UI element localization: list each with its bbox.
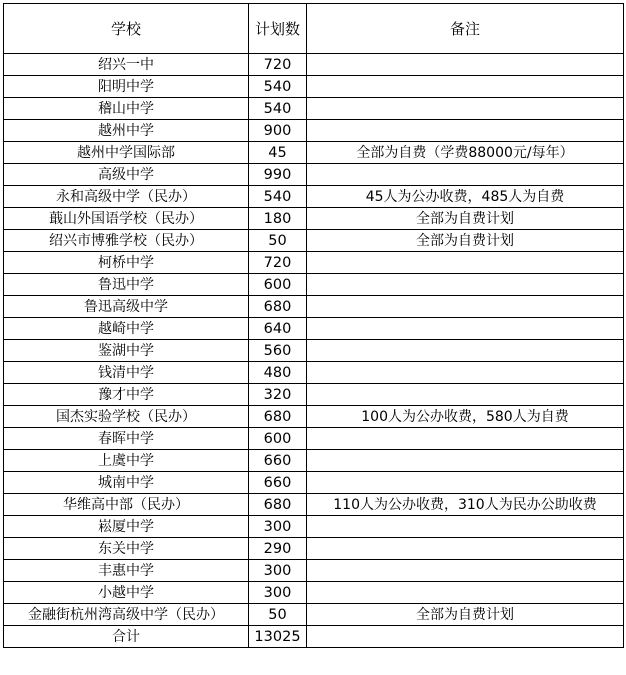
school-cell: 上虞中学 — [4, 450, 249, 472]
note-cell: 全部为自费（学费88000元/每年） — [307, 142, 624, 164]
plan-count-cell: 300 — [249, 516, 307, 538]
table-row — [4, 362, 624, 384]
note-cell: 110人为公办收费，310人为民办公助收费 — [307, 494, 624, 516]
total-note — [307, 626, 624, 648]
school-cell: 稽山中学 — [4, 98, 249, 120]
plan-count-cell: 300 — [249, 582, 307, 604]
school-cell: 鲁迅高级中学 — [4, 296, 249, 318]
table-row — [4, 142, 624, 164]
note-cell — [307, 362, 624, 384]
table-row — [4, 494, 624, 516]
plan-count-cell: 540 — [249, 186, 307, 208]
note-cell — [307, 472, 624, 494]
plan-count-cell: 660 — [249, 472, 307, 494]
school-cell: 东关中学 — [4, 538, 249, 560]
total-plan-count: 13025 — [249, 626, 307, 648]
plan-count-cell: 600 — [249, 428, 307, 450]
table-row — [4, 406, 624, 428]
enrollment-plan-table — [3, 3, 624, 648]
table-row — [4, 472, 624, 494]
table-row — [4, 428, 624, 450]
plan-count-cell: 720 — [249, 252, 307, 274]
note-cell — [307, 76, 624, 98]
table-row — [4, 230, 624, 252]
plan-count-cell: 320 — [249, 384, 307, 406]
note-cell — [307, 538, 624, 560]
school-cell: 永和高级中学（民办） — [4, 186, 249, 208]
school-cell: 小越中学 — [4, 582, 249, 604]
table-row — [4, 296, 624, 318]
note-cell — [307, 340, 624, 362]
table-row — [4, 54, 624, 76]
school-cell: 崧厦中学 — [4, 516, 249, 538]
plan-count-cell: 540 — [249, 76, 307, 98]
school-cell: 国杰实验学校（民办） — [4, 406, 249, 428]
table-row — [4, 318, 624, 340]
school-cell: 绍兴一中 — [4, 54, 249, 76]
plan-count-cell: 720 — [249, 54, 307, 76]
note-cell: 45人为公办收费，485人为自费 — [307, 186, 624, 208]
school-cell: 城南中学 — [4, 472, 249, 494]
note-cell — [307, 428, 624, 450]
plan-count-cell: 640 — [249, 318, 307, 340]
school-cell: 鉴湖中学 — [4, 340, 249, 362]
plan-count-cell: 680 — [249, 494, 307, 516]
school-cell: 高级中学 — [4, 164, 249, 186]
table-row — [4, 560, 624, 582]
header-plan-count: 计划数 — [249, 4, 307, 54]
table-body — [4, 54, 624, 648]
plan-count-cell: 300 — [249, 560, 307, 582]
school-cell: 越崎中学 — [4, 318, 249, 340]
plan-count-cell: 480 — [249, 362, 307, 384]
table-header — [4, 4, 624, 54]
school-cell: 阳明中学 — [4, 76, 249, 98]
note-cell — [307, 54, 624, 76]
table-row — [4, 582, 624, 604]
school-cell: 华维高中部（民办） — [4, 494, 249, 516]
plan-count-cell: 50 — [249, 604, 307, 626]
note-cell: 全部为自费计划 — [307, 208, 624, 230]
note-cell — [307, 252, 624, 274]
school-cell: 越州中学国际部 — [4, 142, 249, 164]
plan-count-cell: 290 — [249, 538, 307, 560]
table-row — [4, 538, 624, 560]
table-row — [4, 186, 624, 208]
plan-count-cell: 45 — [249, 142, 307, 164]
school-cell: 越州中学 — [4, 120, 249, 142]
note-cell — [307, 384, 624, 406]
table-row — [4, 274, 624, 296]
table-row — [4, 208, 624, 230]
note-cell — [307, 120, 624, 142]
note-cell — [307, 318, 624, 340]
school-cell: 柯桥中学 — [4, 252, 249, 274]
note-cell — [307, 296, 624, 318]
plan-count-cell: 900 — [249, 120, 307, 142]
table-row — [4, 76, 624, 98]
plan-count-cell: 680 — [249, 296, 307, 318]
table-row — [4, 98, 624, 120]
plan-count-cell: 680 — [249, 406, 307, 428]
table-row — [4, 120, 624, 142]
table-row — [4, 604, 624, 626]
header-row — [4, 4, 624, 54]
plan-count-cell: 990 — [249, 164, 307, 186]
school-cell: 金融街杭州湾高级中学（民办） — [4, 604, 249, 626]
total-label: 合计 — [4, 626, 249, 648]
plan-count-cell: 600 — [249, 274, 307, 296]
table-row — [4, 450, 624, 472]
header-note: 备注 — [307, 4, 624, 54]
note-cell: 全部为自费计划 — [307, 604, 624, 626]
note-cell — [307, 516, 624, 538]
note-cell — [307, 582, 624, 604]
note-cell — [307, 164, 624, 186]
school-cell: 丰惠中学 — [4, 560, 249, 582]
school-cell: 蕺山外国语学校（民办） — [4, 208, 249, 230]
plan-count-cell: 540 — [249, 98, 307, 120]
school-cell: 鲁迅中学 — [4, 274, 249, 296]
note-cell — [307, 274, 624, 296]
note-cell — [307, 98, 624, 120]
plan-count-cell: 50 — [249, 230, 307, 252]
note-cell — [307, 560, 624, 582]
plan-count-cell: 660 — [249, 450, 307, 472]
school-cell: 绍兴市博雅学校（民办） — [4, 230, 249, 252]
school-cell: 春晖中学 — [4, 428, 249, 450]
plan-count-cell: 180 — [249, 208, 307, 230]
table-row — [4, 516, 624, 538]
header-school: 学校 — [4, 4, 249, 54]
note-cell: 100人为公办收费，580人为自费 — [307, 406, 624, 428]
plan-count-cell: 560 — [249, 340, 307, 362]
note-cell — [307, 450, 624, 472]
school-cell: 钱清中学 — [4, 362, 249, 384]
total-row — [4, 626, 624, 648]
school-cell: 豫才中学 — [4, 384, 249, 406]
note-cell: 全部为自费计划 — [307, 230, 624, 252]
table-row — [4, 252, 624, 274]
table-row — [4, 384, 624, 406]
table-row — [4, 340, 624, 362]
table-row — [4, 164, 624, 186]
